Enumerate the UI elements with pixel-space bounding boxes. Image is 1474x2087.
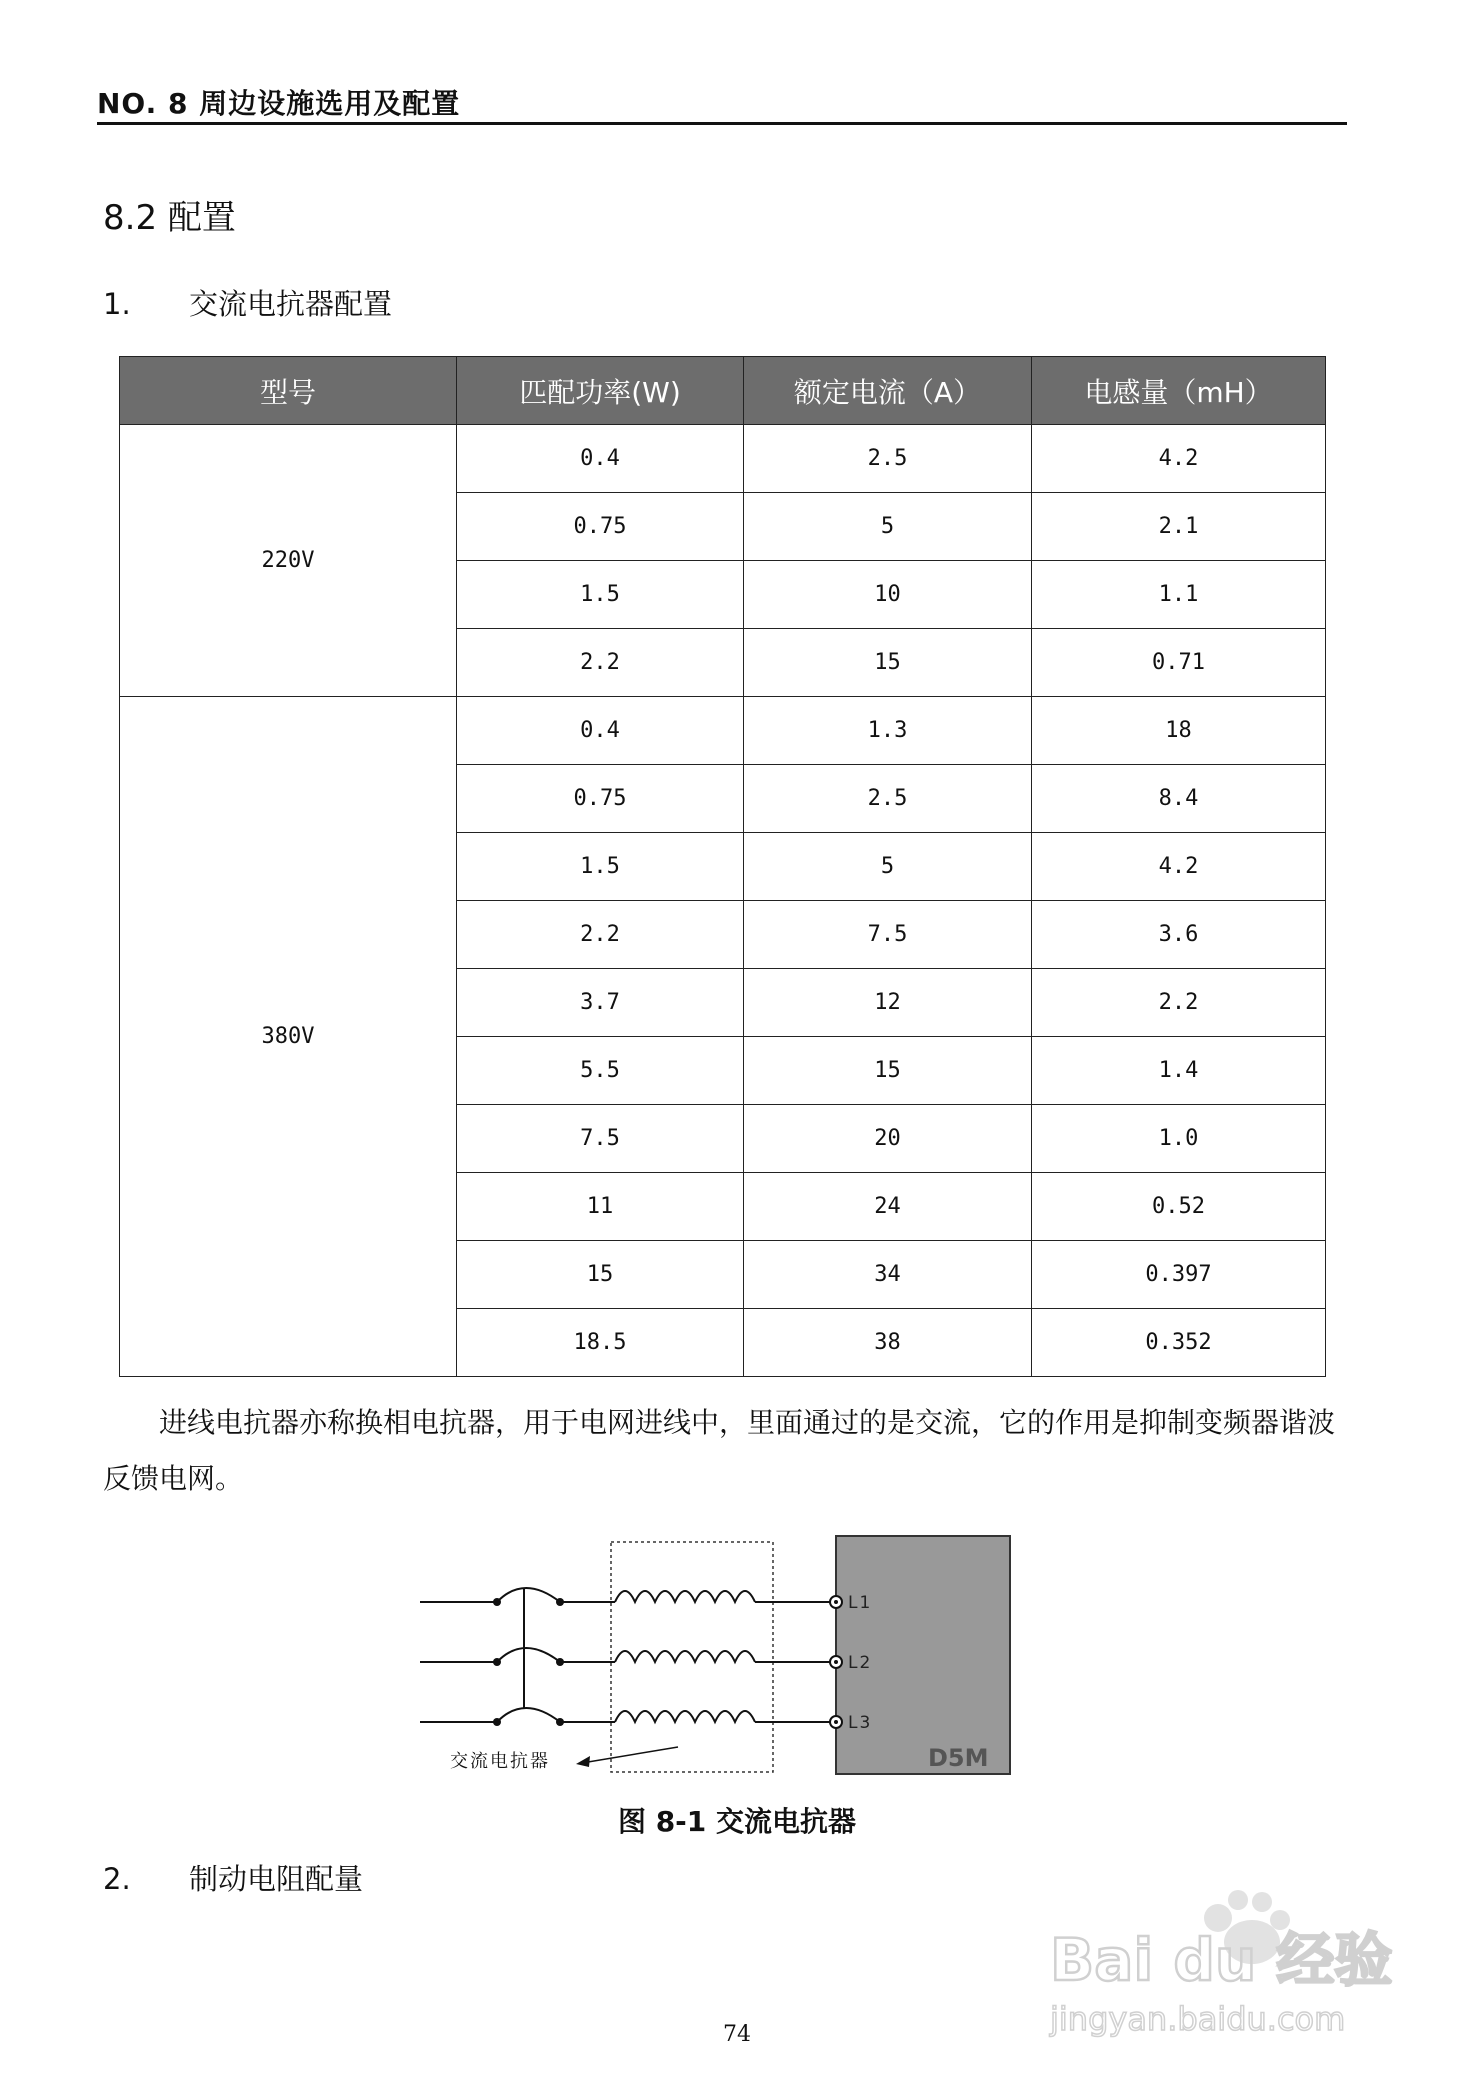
- header-current: 额定电流（A）: [744, 357, 1032, 425]
- power-cell: 2.2: [457, 901, 744, 969]
- coil-1: [615, 1591, 755, 1602]
- power-cell: 0.4: [457, 697, 744, 765]
- subsection-number-1: 1.: [103, 287, 131, 321]
- current-cell: 12: [744, 969, 1032, 1037]
- current-cell: 7.5: [744, 901, 1032, 969]
- current-cell: 10: [744, 561, 1032, 629]
- coil-2: [615, 1651, 755, 1662]
- model-cell: 380V: [120, 697, 457, 1377]
- inductance-cell: 2.1: [1032, 493, 1326, 561]
- table-row: [120, 697, 1326, 765]
- subsection-text-2: 制动电阻配量: [189, 1862, 364, 1896]
- breaker-node-1a: [493, 1598, 501, 1606]
- inductance-cell: 8.4: [1032, 765, 1326, 833]
- current-cell: 2.5: [744, 765, 1032, 833]
- power-cell: 15: [457, 1241, 744, 1309]
- header-power: 匹配功率(W): [457, 357, 744, 425]
- page-header: NO. 8 周边设施选用及配置: [97, 87, 461, 120]
- inductance-cell: 0.352: [1032, 1309, 1326, 1377]
- inductance-cell: 0.52: [1032, 1173, 1326, 1241]
- terminal-l3-label: L3: [848, 1713, 873, 1733]
- terminal-l1-label: L1: [848, 1593, 873, 1613]
- current-cell: 1.3: [744, 697, 1032, 765]
- power-cell: 2.2: [457, 629, 744, 697]
- reactor-label: 交流电抗器: [450, 1751, 550, 1772]
- power-cell: 7.5: [457, 1105, 744, 1173]
- header-inductance: 电感量（mH）: [1032, 357, 1326, 425]
- power-cell: 11: [457, 1173, 744, 1241]
- reactor-spec-table: [119, 356, 1326, 1377]
- subsection-title-2: [103, 1857, 363, 1898]
- baidu-jingyan-watermark: [1030, 1880, 1430, 2060]
- subsection-text-1: 交流电抗器配置: [189, 287, 393, 321]
- body-paragraph: 进线电抗器亦称换相电抗器，用于电网进线中，里面通过的是交流，它的作用是抑制变频器谐波反馈电网。: [103, 1406, 1336, 1495]
- current-cell: 34: [744, 1241, 1032, 1309]
- breaker-node-2a: [493, 1658, 501, 1666]
- power-cell: 18.5: [457, 1309, 744, 1377]
- power-cell: 0.75: [457, 765, 744, 833]
- power-cell: 0.75: [457, 493, 744, 561]
- power-cell: 1.5: [457, 833, 744, 901]
- power-cell: 1.5: [457, 561, 744, 629]
- current-cell: 15: [744, 629, 1032, 697]
- header-model: 型号: [120, 357, 457, 425]
- current-cell: 2.5: [744, 425, 1032, 493]
- current-cell: 24: [744, 1173, 1032, 1241]
- current-cell: 38: [744, 1309, 1032, 1377]
- inductance-cell: 1.1: [1032, 561, 1326, 629]
- reactor-arrow: [582, 1747, 678, 1763]
- inductance-cell: 3.6: [1032, 901, 1326, 969]
- breaker-contact-2: [497, 1648, 560, 1662]
- inductance-cell: 2.2: [1032, 969, 1326, 1037]
- figure-caption: 图 8-1 交流电抗器: [617, 1805, 857, 1838]
- reactor-arrow-head: [576, 1756, 590, 1767]
- power-cell: 3.7: [457, 969, 744, 1037]
- header-rule: [97, 122, 1347, 125]
- inductance-cell: 4.2: [1032, 833, 1326, 901]
- subsection-title-1: [103, 282, 392, 323]
- device-label: D5M: [928, 1744, 989, 1772]
- inductance-cell: 18: [1032, 697, 1326, 765]
- subsection-number-2: 2.: [103, 1862, 131, 1896]
- page-number: 74: [723, 2022, 751, 2047]
- current-cell: 15: [744, 1037, 1032, 1105]
- model-cell: 220V: [120, 425, 457, 697]
- power-cell: 0.4: [457, 425, 744, 493]
- power-cell: 5.5: [457, 1037, 744, 1105]
- section-title: 8.2 配置: [103, 198, 236, 238]
- watermark-logo: Bai du 经验: [1050, 1926, 1393, 1994]
- reactor-wiring-diagram: [400, 1530, 1040, 1790]
- inductance-cell: 0.71: [1032, 629, 1326, 697]
- table-body: [120, 425, 1326, 1377]
- inductance-cell: 4.2: [1032, 425, 1326, 493]
- table-header-row: [120, 357, 1326, 425]
- watermark-url: jingyan.baidu.com: [1050, 2000, 1346, 2038]
- current-cell: 20: [744, 1105, 1032, 1173]
- breaker-node-3a: [493, 1718, 501, 1726]
- current-cell: 5: [744, 833, 1032, 901]
- inductance-cell: 1.0: [1032, 1105, 1326, 1173]
- breaker-contact-3: [497, 1708, 560, 1722]
- current-cell: 5: [744, 493, 1032, 561]
- terminal-l2-label: L2: [848, 1653, 873, 1673]
- breaker-contact-1: [497, 1588, 560, 1602]
- inductance-cell: 0.397: [1032, 1241, 1326, 1309]
- inductance-cell: 1.4: [1032, 1037, 1326, 1105]
- coil-3: [615, 1711, 755, 1722]
- table-row: [120, 425, 1326, 493]
